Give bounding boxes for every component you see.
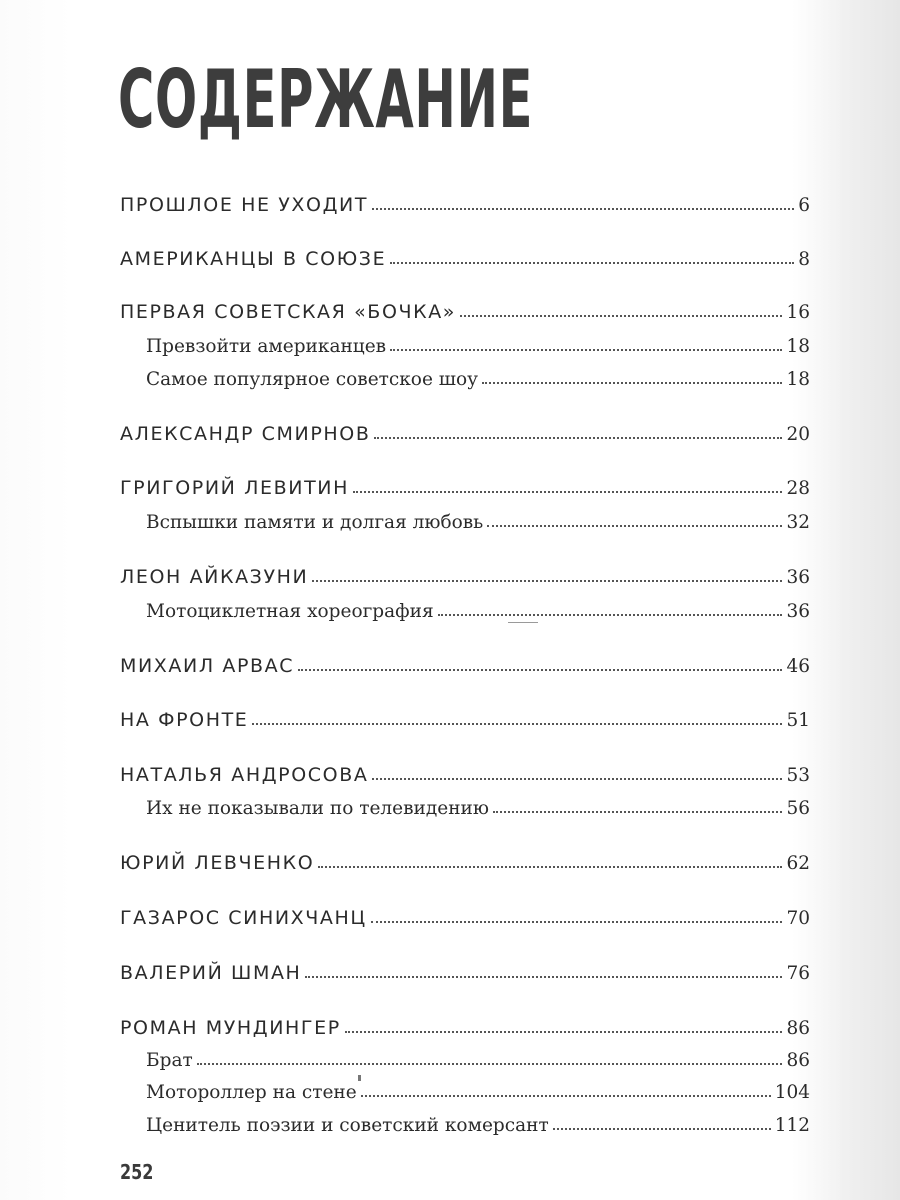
dot-leader: [390, 348, 782, 351]
dot-leader: [553, 1127, 771, 1130]
dot-leader: [252, 722, 782, 725]
toc-entry-label: Брат: [146, 1050, 193, 1071]
toc-entry-page: 62: [786, 853, 810, 874]
toc-entry-label: Мотоциклетная хореография: [146, 601, 434, 622]
toc-entry-page: 18: [786, 369, 810, 390]
print-speck: [358, 1075, 361, 1081]
page-title: СОДЕРЖАНИЕ: [118, 53, 534, 146]
dot-leader: [312, 579, 782, 582]
toc-entry: [120, 758, 810, 786]
toc-subentry: [146, 329, 810, 357]
dot-leader: [305, 975, 782, 978]
toc-entry-page: 36: [786, 601, 810, 622]
dot-leader: [298, 668, 782, 671]
dot-leader: [372, 777, 782, 780]
toc-subentry: [146, 362, 810, 390]
toc-entry-label: ЛЕОН АЙКАЗУНИ: [120, 566, 309, 588]
toc-entry-label: ЮРИЙ ЛЕВЧЕНКО: [120, 852, 315, 874]
dot-leader: [438, 613, 783, 616]
dot-leader: [460, 314, 782, 317]
toc-entry-label: ПЕРВАЯ СОВЕТСКАЯ «БОЧКА»: [120, 301, 457, 323]
toc-entry: [120, 956, 810, 984]
toc-entry-page: 86: [786, 1018, 810, 1039]
toc-entry-label: Ценитель поэзии и советский комерсант: [146, 1115, 549, 1136]
toc-entry-page: 18: [786, 336, 810, 357]
toc-entry-page: 16: [786, 302, 810, 323]
toc-subentry: [146, 594, 810, 622]
toc-entry-page: 32: [786, 512, 810, 533]
dot-leader: [371, 920, 783, 923]
toc-entry-label: Превзойти американцев: [146, 336, 387, 357]
toc-subentry: [146, 1108, 810, 1136]
toc-entry-page: 8: [798, 249, 810, 270]
toc-subentry: [146, 791, 810, 819]
toc-entry-label: НАТАЛЬЯ АНДРОСОВА: [120, 764, 369, 786]
toc-entry-label: Вспышки памяти и долгая любовь: [146, 512, 484, 533]
toc-entry-page: 70: [786, 908, 810, 929]
toc-entry-label: ВАЛЕРИЙ ШМАН: [120, 962, 302, 984]
toc-entry-label: АЛЕКСАНДР СМИРНОВ: [120, 423, 371, 445]
toc-subentry: [146, 1075, 810, 1103]
toc-entry: [120, 901, 810, 929]
print-speck: [508, 622, 538, 623]
toc-entry-page: 36: [786, 567, 810, 588]
dot-leader: [390, 261, 794, 264]
toc-entry: [120, 417, 810, 445]
dot-leader: [374, 436, 782, 439]
toc-entry: [120, 703, 810, 731]
toc-subentry: [146, 505, 810, 533]
toc-entry-label: Самое популярное советское шоу: [146, 369, 478, 390]
toc-entry: [120, 560, 810, 588]
dot-leader: [487, 524, 782, 527]
dot-leader: [197, 1062, 783, 1065]
toc-entry-label: ПРОШЛОЕ НЕ УХОДИТ: [120, 194, 369, 216]
toc-entry-page: 86: [786, 1050, 810, 1071]
toc-entry: [120, 1011, 810, 1039]
toc-entry: [120, 649, 810, 677]
toc-entry-page: 46: [786, 656, 810, 677]
toc-entry-page: 53: [786, 765, 810, 786]
dot-leader: [318, 865, 782, 868]
toc-entry-page: 6: [798, 195, 810, 216]
toc-entry: [120, 242, 810, 270]
page-edge-shadow: [840, 0, 900, 1200]
dot-leader: [345, 1030, 783, 1033]
toc-entry: [120, 295, 810, 323]
toc-entry-label: Их не показывали по телевидению: [146, 798, 489, 819]
toc-entry-label: Мотороллер на стене: [146, 1082, 357, 1103]
toc-entry-label: МИХАИЛ АРВАС: [120, 655, 295, 677]
toc-entry-label: ГАЗАРОС СИНИХЧАНЦ: [120, 907, 367, 929]
dot-leader: [353, 490, 782, 493]
toc-entry-page: 56: [786, 798, 810, 819]
toc-entry-page: 76: [786, 963, 810, 984]
toc-entry-page: 28: [786, 478, 810, 499]
toc-subentry: [146, 1043, 810, 1071]
dot-leader: [482, 381, 782, 384]
toc-entry: [120, 471, 810, 499]
page-number: 252: [120, 1160, 154, 1184]
toc-entry-page: 51: [786, 710, 810, 731]
toc-entry: [120, 188, 810, 216]
dot-leader: [372, 207, 794, 210]
toc-entry-page: 112: [774, 1115, 810, 1136]
toc-entry-page: 104: [774, 1082, 810, 1103]
toc-entry-page: 20: [786, 424, 810, 445]
toc-entry-label: РОМАН МУНДИНГЕР: [120, 1017, 341, 1039]
toc-entry-label: НА ФРОНТЕ: [120, 709, 249, 731]
toc-entry-label: АМЕРИКАНЦЫ В СОЮЗЕ: [120, 248, 387, 270]
toc-entry-label: ГРИГОРИЙ ЛЕВИТИН: [120, 477, 349, 499]
dot-leader: [493, 810, 782, 813]
dot-leader: [361, 1094, 771, 1097]
toc-entry: [120, 846, 810, 874]
